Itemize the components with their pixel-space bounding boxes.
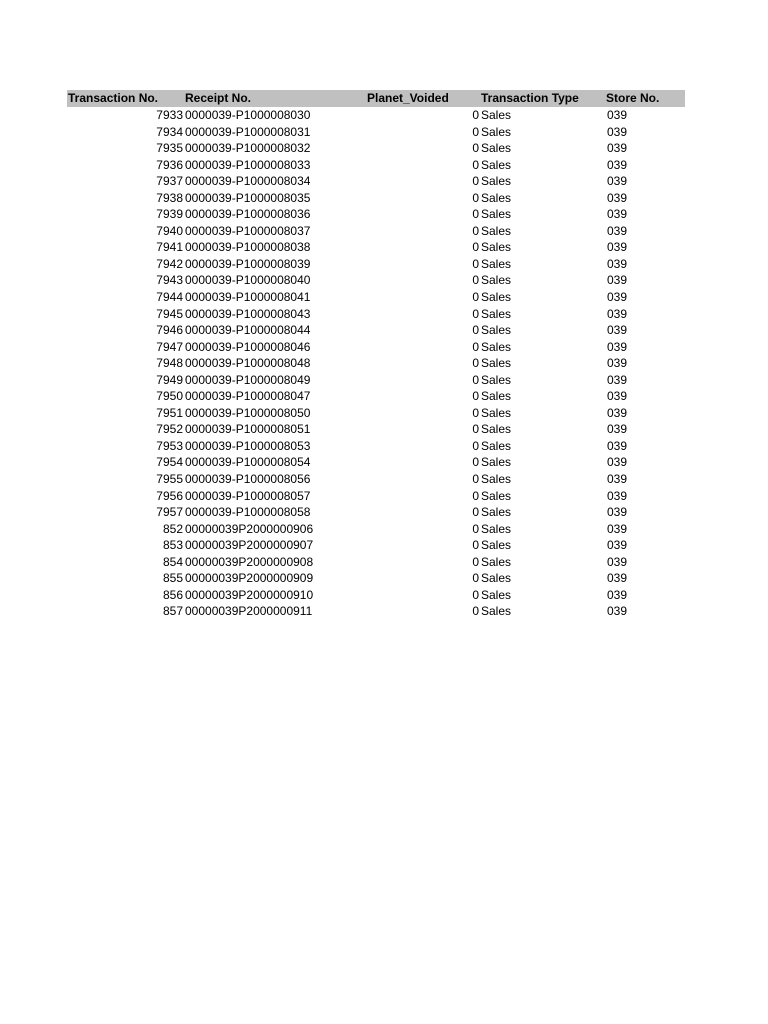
cell-receipt-no: 00000039P2000000911 xyxy=(185,604,313,619)
table-row xyxy=(67,223,685,240)
cell-receipt-no: 0000039-P1000008031 xyxy=(185,124,311,139)
cell-planet-voided: 0 xyxy=(472,141,479,156)
cell-planet-voided: 0 xyxy=(472,174,479,189)
cell-planet-voided: 0 xyxy=(472,323,479,338)
cell-transaction-type: Sales xyxy=(481,538,512,553)
cell-receipt-no: 0000039-P1000008051 xyxy=(185,422,311,437)
cell-transaction-no: 7937 xyxy=(156,174,183,189)
cell-store-no: 039 xyxy=(607,339,628,354)
cell-receipt-no: 0000039-P1000008044 xyxy=(185,323,311,338)
table-row xyxy=(67,173,685,190)
cell-store-no: 039 xyxy=(607,571,628,586)
table-row xyxy=(67,587,685,604)
cell-transaction-no: 7957 xyxy=(156,505,183,520)
table-row xyxy=(67,190,685,207)
cell-planet-voided: 0 xyxy=(472,554,479,569)
cell-planet-voided: 0 xyxy=(472,455,479,470)
cell-receipt-no: 0000039-P1000008037 xyxy=(185,223,311,238)
cell-planet-voided: 0 xyxy=(472,339,479,354)
cell-store-no: 039 xyxy=(607,538,628,553)
cell-planet-voided: 0 xyxy=(472,571,479,586)
table-row xyxy=(67,306,685,323)
cell-planet-voided: 0 xyxy=(472,505,479,520)
cell-planet-voided: 0 xyxy=(472,472,479,487)
cell-receipt-no: 00000039P2000000909 xyxy=(185,571,314,586)
cell-transaction-no: 7952 xyxy=(156,422,183,437)
cell-store-no: 039 xyxy=(607,405,628,420)
cell-transaction-type: Sales xyxy=(481,554,512,569)
header-receipt-no: Receipt No. xyxy=(185,91,252,105)
cell-planet-voided: 0 xyxy=(472,438,479,453)
cell-planet-voided: 0 xyxy=(472,124,479,139)
table-row xyxy=(67,537,685,554)
transactions-table xyxy=(67,90,685,620)
cell-planet-voided: 0 xyxy=(472,207,479,222)
table-row xyxy=(67,322,685,339)
cell-store-no: 039 xyxy=(607,256,628,271)
cell-planet-voided: 0 xyxy=(472,488,479,503)
cell-transaction-type: Sales xyxy=(481,207,512,222)
cell-store-no: 039 xyxy=(607,124,628,139)
cell-receipt-no: 0000039-P1000008046 xyxy=(185,339,311,354)
cell-transaction-type: Sales xyxy=(481,372,512,387)
cell-transaction-no: 7940 xyxy=(156,223,183,238)
cell-transaction-type: Sales xyxy=(481,273,512,288)
cell-receipt-no: 00000039P2000000908 xyxy=(185,554,314,569)
cell-transaction-no: 7945 xyxy=(156,306,183,321)
table-row xyxy=(67,488,685,505)
header-transaction-type: Transaction Type xyxy=(481,91,579,105)
cell-store-no: 039 xyxy=(607,604,628,619)
cell-transaction-no: 7939 xyxy=(156,207,183,222)
table-row xyxy=(67,504,685,521)
table-row xyxy=(67,272,685,289)
cell-planet-voided: 0 xyxy=(472,356,479,371)
cell-planet-voided: 0 xyxy=(472,405,479,420)
cell-planet-voided: 0 xyxy=(472,604,479,619)
cell-store-no: 039 xyxy=(607,240,628,255)
cell-planet-voided: 0 xyxy=(472,223,479,238)
cell-transaction-type: Sales xyxy=(481,223,512,238)
cell-transaction-type: Sales xyxy=(481,124,512,139)
cell-transaction-no: 856 xyxy=(162,587,183,602)
cell-store-no: 039 xyxy=(607,223,628,238)
table-row xyxy=(67,603,685,620)
cell-store-no: 039 xyxy=(607,273,628,288)
table-row xyxy=(67,421,685,438)
cell-store-no: 039 xyxy=(607,306,628,321)
cell-planet-voided: 0 xyxy=(472,290,479,305)
cell-transaction-no: 7946 xyxy=(156,323,183,338)
table-row xyxy=(67,140,685,157)
cell-planet-voided: 0 xyxy=(472,157,479,172)
cell-planet-voided: 0 xyxy=(472,521,479,536)
cell-transaction-type: Sales xyxy=(481,505,512,520)
cell-transaction-type: Sales xyxy=(481,587,512,602)
cell-transaction-no: 7938 xyxy=(156,190,183,205)
cell-transaction-type: Sales xyxy=(481,306,512,321)
cell-receipt-no: 0000039-P1000008033 xyxy=(185,157,311,172)
cell-transaction-no: 7933 xyxy=(156,108,183,122)
cell-receipt-no: 0000039-P1000008048 xyxy=(185,356,311,371)
cell-transaction-type: Sales xyxy=(481,521,512,536)
cell-receipt-no: 0000039-P1000008030 xyxy=(185,108,311,122)
table-row xyxy=(67,570,685,587)
cell-store-no: 039 xyxy=(607,174,628,189)
header-planet-voided: Planet_Voided xyxy=(367,91,449,105)
cell-receipt-no: 00000039P2000000910 xyxy=(185,587,314,602)
cell-transaction-type: Sales xyxy=(481,256,512,271)
cell-planet-voided: 0 xyxy=(472,240,479,255)
cell-transaction-no: 854 xyxy=(162,554,183,569)
table-row xyxy=(67,355,685,372)
table-row xyxy=(67,554,685,571)
cell-receipt-no: 0000039-P1000008057 xyxy=(185,488,311,503)
cell-transaction-no: 7947 xyxy=(156,339,183,354)
cell-transaction-type: Sales xyxy=(481,339,512,354)
cell-transaction-no: 7943 xyxy=(156,273,183,288)
cell-store-no: 039 xyxy=(607,372,628,387)
cell-transaction-no: 7944 xyxy=(156,290,183,305)
cell-transaction-type: Sales xyxy=(481,389,512,404)
cell-receipt-no: 0000039-P1000008047 xyxy=(185,389,311,404)
cell-planet-voided: 0 xyxy=(472,389,479,404)
cell-planet-voided: 0 xyxy=(472,190,479,205)
cell-receipt-no: 0000039-P1000008049 xyxy=(185,372,311,387)
table-row xyxy=(67,157,685,174)
cell-transaction-no: 7954 xyxy=(156,455,183,470)
cell-transaction-type: Sales xyxy=(481,141,512,156)
cell-receipt-no: 0000039-P1000008043 xyxy=(185,306,311,321)
cell-store-no: 039 xyxy=(607,521,628,536)
table-row xyxy=(67,454,685,471)
cell-transaction-no: 7942 xyxy=(156,256,183,271)
cell-transaction-no: 857 xyxy=(162,604,183,619)
cell-store-no: 039 xyxy=(607,157,628,172)
cell-store-no: 039 xyxy=(607,207,628,222)
cell-transaction-no: 7935 xyxy=(156,141,183,156)
cell-transaction-no: 853 xyxy=(162,538,183,553)
cell-receipt-no: 0000039-P1000008035 xyxy=(185,190,311,205)
cell-store-no: 039 xyxy=(607,554,628,569)
cell-receipt-no: 0000039-P1000008041 xyxy=(185,290,311,305)
cell-receipt-no: 0000039-P1000008056 xyxy=(185,472,311,487)
cell-receipt-no: 0000039-P1000008039 xyxy=(185,256,311,271)
cell-transaction-type: Sales xyxy=(481,455,512,470)
cell-store-no: 039 xyxy=(607,108,628,122)
cell-planet-voided: 0 xyxy=(472,306,479,321)
cell-receipt-no: 00000039P2000000906 xyxy=(185,521,314,536)
cell-transaction-type: Sales xyxy=(481,290,512,305)
cell-store-no: 039 xyxy=(607,389,628,404)
cell-transaction-no: 7950 xyxy=(156,389,183,404)
cell-planet-voided: 0 xyxy=(472,108,479,122)
cell-planet-voided: 0 xyxy=(472,273,479,288)
table-row xyxy=(67,206,685,223)
cell-receipt-no: 0000039-P1000008038 xyxy=(185,240,311,255)
cell-planet-voided: 0 xyxy=(472,256,479,271)
cell-transaction-no: 7955 xyxy=(156,472,183,487)
cell-transaction-type: Sales xyxy=(481,571,512,586)
cell-store-no: 039 xyxy=(607,488,628,503)
cell-receipt-no: 0000039-P1000008034 xyxy=(185,174,311,189)
cell-store-no: 039 xyxy=(607,356,628,371)
cell-receipt-no: 0000039-P1000008040 xyxy=(185,273,311,288)
cell-transaction-type: Sales xyxy=(481,488,512,503)
table-row xyxy=(67,107,685,124)
cell-planet-voided: 0 xyxy=(472,587,479,602)
cell-receipt-no: 0000039-P1000008053 xyxy=(185,438,311,453)
cell-store-no: 039 xyxy=(607,422,628,437)
cell-store-no: 039 xyxy=(607,587,628,602)
cell-transaction-no: 7953 xyxy=(156,438,183,453)
table-row xyxy=(67,124,685,141)
cell-receipt-no: 00000039P2000000907 xyxy=(185,538,314,553)
table-row xyxy=(67,239,685,256)
cell-receipt-no: 0000039-P1000008050 xyxy=(185,405,311,420)
cell-transaction-no: 7941 xyxy=(156,240,183,255)
cell-transaction-no: 7951 xyxy=(156,405,183,420)
table-header-row xyxy=(67,90,685,107)
cell-transaction-no: 7948 xyxy=(156,356,183,371)
table-row xyxy=(67,471,685,488)
cell-store-no: 039 xyxy=(607,190,628,205)
cell-planet-voided: 0 xyxy=(472,372,479,387)
cell-store-no: 039 xyxy=(607,290,628,305)
cell-planet-voided: 0 xyxy=(472,422,479,437)
cell-transaction-no: 7934 xyxy=(156,124,183,139)
cell-receipt-no: 0000039-P1000008036 xyxy=(185,207,311,222)
table-row xyxy=(67,372,685,389)
cell-store-no: 039 xyxy=(607,141,628,156)
cell-transaction-no: 7936 xyxy=(156,157,183,172)
cell-transaction-type: Sales xyxy=(481,604,512,619)
cell-transaction-no: 7956 xyxy=(156,488,183,503)
cell-store-no: 039 xyxy=(607,438,628,453)
cell-store-no: 039 xyxy=(607,323,628,338)
cell-store-no: 039 xyxy=(607,455,628,470)
table-body xyxy=(67,107,685,620)
cell-transaction-type: Sales xyxy=(481,472,512,487)
cell-transaction-type: Sales xyxy=(481,157,512,172)
cell-transaction-no: 7949 xyxy=(156,372,183,387)
cell-transaction-type: Sales xyxy=(481,438,512,453)
cell-transaction-type: Sales xyxy=(481,240,512,255)
table-row xyxy=(67,339,685,356)
cell-transaction-type: Sales xyxy=(481,323,512,338)
cell-store-no: 039 xyxy=(607,472,628,487)
cell-receipt-no: 0000039-P1000008058 xyxy=(185,505,311,520)
cell-transaction-type: Sales xyxy=(481,174,512,189)
table-row xyxy=(67,521,685,538)
table-row xyxy=(67,256,685,273)
cell-planet-voided: 0 xyxy=(472,538,479,553)
table-row xyxy=(67,438,685,455)
cell-transaction-no: 855 xyxy=(162,571,183,586)
header-store-no: Store No. xyxy=(606,91,660,105)
cell-transaction-type: Sales xyxy=(481,422,512,437)
cell-transaction-type: Sales xyxy=(481,108,512,122)
cell-transaction-type: Sales xyxy=(481,356,512,371)
header-transaction-no: Transaction No. xyxy=(68,91,159,105)
cell-transaction-type: Sales xyxy=(481,190,512,205)
table-row xyxy=(67,289,685,306)
table-row xyxy=(67,388,685,405)
cell-receipt-no: 0000039-P1000008032 xyxy=(185,141,311,156)
cell-store-no: 039 xyxy=(607,505,628,520)
table-row xyxy=(67,405,685,422)
cell-receipt-no: 0000039-P1000008054 xyxy=(185,455,311,470)
cell-transaction-type: Sales xyxy=(481,405,512,420)
cell-transaction-no: 852 xyxy=(162,521,183,536)
